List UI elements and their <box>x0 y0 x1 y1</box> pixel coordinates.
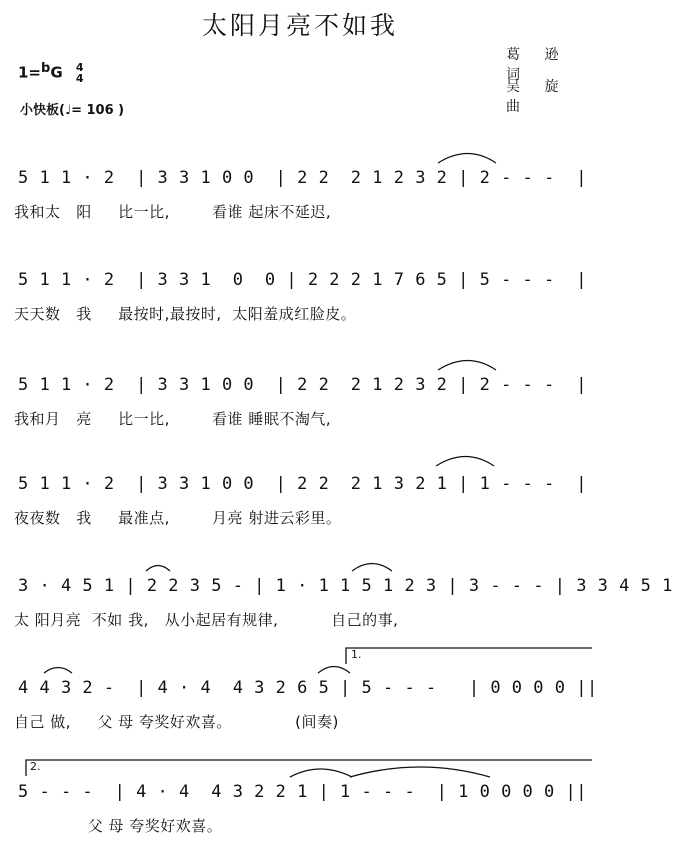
notes-line-3: 5 1 1 · 2 | 3 3 1 0 0 | 2 2 2 1 2 3 2 | 2 - - - | <box>18 375 587 395</box>
notes-line-1: 5 1 1 · 2 | 3 3 1 0 0 | 2 2 2 1 2 3 2 | 2 - - - | <box>18 168 587 188</box>
key-signature: 1=bG 4 4 <box>18 60 84 85</box>
lyrics-line-5: 太 阳月亮 不如 我, 从小起居有规律, 自己的事, <box>14 611 399 629</box>
tie-line-1 <box>438 154 496 164</box>
lyrics-line-4: 夜夜数 我 最准点, 月亮 射进云彩里。 <box>14 509 342 527</box>
tie-line-6b <box>318 667 350 674</box>
notes-line-6: 4 4 3 2 - | 4 · 4 4 3 2 6 5 | 5 - - - | 0 0 0 0 || <box>18 678 598 698</box>
lyricist-credit: 葛 逊 词 <box>506 47 569 83</box>
notes-line-2: 5 1 1 · 2 | 3 3 1 0 0 | 2 2 2 1 7 6 5 | 5 - - - | <box>18 270 587 290</box>
composer-credit: 吴 旋 曲 <box>506 79 569 115</box>
tie-line-3 <box>438 361 496 371</box>
song-title: 太阳月亮不如我 <box>201 11 398 40</box>
tie-line-7b <box>350 767 490 777</box>
volta-2-bracket <box>26 760 592 776</box>
volta-1-bracket <box>346 648 592 664</box>
notes-line-5: 3 · 4 5 1 | 2 2 3 5 - | 1 · 1 1 5 1 2 3 | 3 - - - | 3 3 4 5 1 <box>18 576 673 596</box>
tie-line-4 <box>436 457 494 467</box>
notes-line-4: 5 1 1 · 2 | 3 3 1 0 0 | 2 2 2 1 3 2 1 | 1 - - - | <box>18 474 587 494</box>
lyrics-line-1: 我和太 阳 比一比, 看谁 起床不延迟, <box>14 203 332 221</box>
volta-1-label: 1. <box>351 648 362 661</box>
volta-2-label: 2. <box>30 760 41 773</box>
lyrics-line-7: 父 母 夸奖好欢喜。 <box>14 817 223 835</box>
tie-line-6 <box>44 668 72 674</box>
tie-line-5b <box>352 564 392 572</box>
lyrics-line-3: 我和月 亮 比一比, 看谁 睡眠不淘气, <box>14 410 332 428</box>
notes-line-7: 5 - - - | 4 · 4 4 3 2 2 1 | 1 - - - | 1 0 0 0 0 || <box>18 782 587 802</box>
lyrics-line-6: 自己 做, 父 母 夸奖好欢喜。 (间奏) <box>14 713 339 731</box>
lyrics-line-2: 天天数 我 最按时,最按时, 太阳羞成红脸皮。 <box>14 305 357 323</box>
tie-line-5a <box>146 566 170 572</box>
tie-line-7a <box>290 769 352 777</box>
tempo-marking: 小快板(♩= 106 ) <box>20 103 125 118</box>
time-signature: 4 4 <box>75 61 84 85</box>
